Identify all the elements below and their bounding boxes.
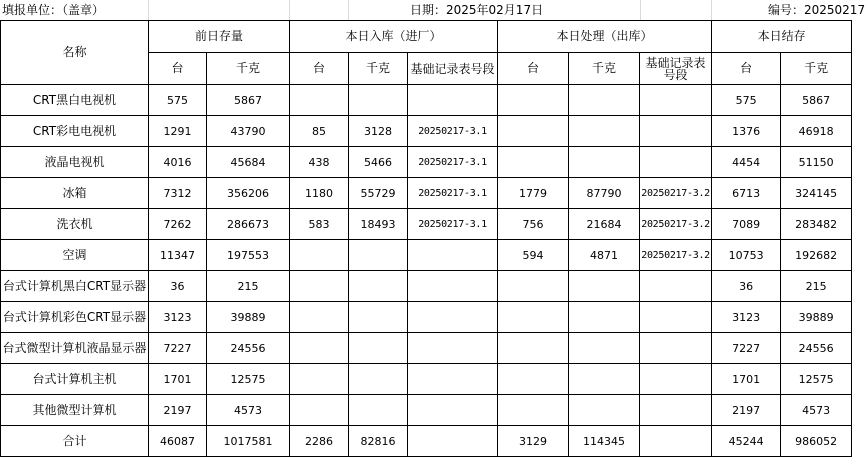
gridline [711, 0, 712, 20]
table-row [1, 333, 852, 364]
prev-tai-cell: 36 [149, 271, 207, 302]
out-tai-cell [498, 364, 569, 395]
prev-kg-cell: 197553 [207, 240, 290, 271]
gridline [289, 0, 290, 20]
item-name-cell: 台式计算机黑白CRT显示器 [1, 271, 149, 302]
header-row-groups [1, 21, 852, 53]
out-tai-cell [498, 271, 569, 302]
total-row [1, 426, 852, 457]
in-ref-cell [408, 302, 498, 333]
item-name-cell: 合计 [1, 426, 149, 457]
bal-kg-cell: 986052 [781, 426, 852, 457]
bal-tai-cell: 575 [712, 85, 781, 116]
in-kg-cell [349, 271, 408, 302]
bal-tai-cell: 2197 [712, 395, 781, 426]
out-ref-cell [640, 116, 712, 147]
out-kg-cell: 21684 [569, 209, 640, 240]
prev-tai-cell: 1701 [149, 364, 207, 395]
out-tai-cell: 3129 [498, 426, 569, 457]
out-ref-cell [640, 302, 712, 333]
group-inbound: 本日入库（进厂） [290, 21, 498, 53]
out-tai-cell: 1779 [498, 178, 569, 209]
item-name-cell: 空调 [1, 240, 149, 271]
item-name-cell: 洗衣机 [1, 209, 149, 240]
out-kg-cell [569, 147, 640, 178]
bal-tai-cell: 6713 [712, 178, 781, 209]
bal-kg-cell: 24556 [781, 333, 852, 364]
inventory-table [0, 20, 852, 457]
prev-kg-cell: 39889 [207, 302, 290, 333]
unit-label: 填报单位：（盖章） [2, 3, 105, 17]
prev-kg-cell: 215 [207, 271, 290, 302]
in-kg-cell [349, 364, 408, 395]
out-ref-cell [640, 426, 712, 457]
in-kg-cell: 55729 [349, 178, 408, 209]
bal-kg-cell: 4573 [781, 395, 852, 426]
out-kg-cell: 114345 [569, 426, 640, 457]
out-ref-cell [640, 364, 712, 395]
in-ref-cell [408, 395, 498, 426]
item-name-cell: 台式计算机主机 [1, 364, 149, 395]
out-tai-cell: 594 [498, 240, 569, 271]
col-out-kg: 千克 [569, 53, 640, 85]
col-bal-kg: 千克 [781, 53, 852, 85]
out-ref-cell [640, 333, 712, 364]
out-kg-cell [569, 302, 640, 333]
out-ref-cell: 20250217-3.2 [640, 209, 712, 240]
in-ref-cell: 20250217-3.1 [408, 178, 498, 209]
table-row [1, 364, 852, 395]
col-in-tai: 台 [290, 53, 349, 85]
gridline [640, 0, 641, 20]
in-ref-cell [408, 333, 498, 364]
bal-kg-cell: 324145 [781, 178, 852, 209]
prev-tai-cell: 1291 [149, 116, 207, 147]
in-ref-cell [408, 240, 498, 271]
in-ref-cell [408, 271, 498, 302]
item-name-cell: 液晶电视机 [1, 147, 149, 178]
in-ref-cell [408, 85, 498, 116]
table-row [1, 240, 852, 271]
out-kg-cell [569, 116, 640, 147]
in-ref-cell: 20250217-3.1 [408, 209, 498, 240]
prev-kg-cell: 24556 [207, 333, 290, 364]
gridline [348, 0, 349, 20]
in-tai-cell [290, 333, 349, 364]
bal-tai-cell: 3123 [712, 302, 781, 333]
col-in-ref: 基础记录表号段 [408, 53, 498, 85]
bal-kg-cell: 192682 [781, 240, 852, 271]
bal-kg-cell: 39889 [781, 302, 852, 333]
table-row [1, 178, 852, 209]
bal-kg-cell: 215 [781, 271, 852, 302]
prev-tai-cell: 7312 [149, 178, 207, 209]
bal-kg-cell: 46918 [781, 116, 852, 147]
col-prev-tai: 台 [149, 53, 207, 85]
bal-tai-cell: 36 [712, 271, 781, 302]
out-kg-cell [569, 85, 640, 116]
in-kg-cell: 5466 [349, 147, 408, 178]
out-tai-cell [498, 147, 569, 178]
out-ref-cell: 20250217-3.2 [640, 240, 712, 271]
prev-tai-cell: 575 [149, 85, 207, 116]
in-kg-cell: 18493 [349, 209, 408, 240]
bal-kg-cell: 51150 [781, 147, 852, 178]
item-name-cell: 台式微型计算机液晶显示器 [1, 333, 149, 364]
bal-tai-cell: 1701 [712, 364, 781, 395]
table-row [1, 395, 852, 426]
number-label: 编号：20250217 [768, 3, 865, 17]
in-kg-cell [349, 85, 408, 116]
prev-kg-cell: 286673 [207, 209, 290, 240]
in-tai-cell: 1180 [290, 178, 349, 209]
out-kg-cell [569, 271, 640, 302]
item-name-cell: CRT黑白电视机 [1, 85, 149, 116]
bal-kg-cell: 5867 [781, 85, 852, 116]
prev-tai-cell: 4016 [149, 147, 207, 178]
group-balance: 本日结存 [712, 21, 852, 53]
prev-kg-cell: 43790 [207, 116, 290, 147]
out-ref-cell: 20250217-3.2 [640, 178, 712, 209]
table-row [1, 116, 852, 147]
item-name-cell: 台式计算机彩色CRT显示器 [1, 302, 149, 333]
prev-kg-cell: 45684 [207, 147, 290, 178]
out-kg-cell [569, 333, 640, 364]
in-tai-cell [290, 240, 349, 271]
in-tai-cell [290, 395, 349, 426]
in-tai-cell [290, 302, 349, 333]
bal-tai-cell: 7227 [712, 333, 781, 364]
col-out-ref: 基础记录表号段 [640, 53, 712, 85]
col-out-tai: 台 [498, 53, 569, 85]
in-tai-cell [290, 85, 349, 116]
gridline [148, 0, 149, 20]
bal-tai-cell: 10753 [712, 240, 781, 271]
in-tai-cell: 2286 [290, 426, 349, 457]
in-kg-cell [349, 240, 408, 271]
bal-tai-cell: 1376 [712, 116, 781, 147]
in-tai-cell: 583 [290, 209, 349, 240]
prev-tai-cell: 2197 [149, 395, 207, 426]
out-tai-cell [498, 85, 569, 116]
bal-tai-cell: 45244 [712, 426, 781, 457]
table-row [1, 271, 852, 302]
in-tai-cell: 438 [290, 147, 349, 178]
out-ref-cell [640, 395, 712, 426]
item-name-cell: 冰箱 [1, 178, 149, 209]
table-row [1, 147, 852, 178]
in-tai-cell: 85 [290, 116, 349, 147]
out-tai-cell [498, 395, 569, 426]
prev-tai-cell: 11347 [149, 240, 207, 271]
out-ref-cell [640, 271, 712, 302]
in-kg-cell [349, 395, 408, 426]
col-bal-tai: 台 [712, 53, 781, 85]
out-tai-cell: 756 [498, 209, 569, 240]
bal-kg-cell: 12575 [781, 364, 852, 395]
item-name-cell: CRT彩电电视机 [1, 116, 149, 147]
out-tai-cell [498, 333, 569, 364]
out-kg-cell: 4871 [569, 240, 640, 271]
in-ref-cell [408, 426, 498, 457]
out-kg-cell [569, 395, 640, 426]
date-label: 日期：2025年02月17日 [410, 3, 544, 17]
prev-kg-cell: 1017581 [207, 426, 290, 457]
in-tai-cell [290, 271, 349, 302]
prev-kg-cell: 5867 [207, 85, 290, 116]
group-outbound: 本日处理（出库） [498, 21, 712, 53]
out-tai-cell [498, 116, 569, 147]
prev-tai-cell: 7262 [149, 209, 207, 240]
prev-tai-cell: 7227 [149, 333, 207, 364]
in-ref-cell: 20250217-3.1 [408, 116, 498, 147]
prev-tai-cell: 3123 [149, 302, 207, 333]
in-ref-cell [408, 364, 498, 395]
in-kg-cell: 82816 [349, 426, 408, 457]
col-prev-kg: 千克 [207, 53, 290, 85]
prev-tai-cell: 46087 [149, 426, 207, 457]
table-row [1, 85, 852, 116]
in-kg-cell [349, 302, 408, 333]
out-kg-cell [569, 364, 640, 395]
in-ref-cell: 20250217-3.1 [408, 147, 498, 178]
out-ref-cell [640, 85, 712, 116]
table-row [1, 302, 852, 333]
prev-kg-cell: 4573 [207, 395, 290, 426]
report-header [0, 0, 865, 20]
bal-tai-cell: 4454 [712, 147, 781, 178]
out-tai-cell [498, 302, 569, 333]
item-name-cell: 其他微型计算机 [1, 395, 149, 426]
bal-tai-cell: 7089 [712, 209, 781, 240]
in-kg-cell [349, 333, 408, 364]
out-ref-cell [640, 147, 712, 178]
prev-kg-cell: 356206 [207, 178, 290, 209]
in-kg-cell: 3128 [349, 116, 408, 147]
in-tai-cell [290, 364, 349, 395]
group-prev-stock: 前日存量 [149, 21, 290, 53]
bal-kg-cell: 283482 [781, 209, 852, 240]
table-row [1, 209, 852, 240]
col-in-kg: 千克 [349, 53, 408, 85]
prev-kg-cell: 12575 [207, 364, 290, 395]
out-kg-cell: 87790 [569, 178, 640, 209]
col-name-header: 名称 [1, 21, 149, 85]
